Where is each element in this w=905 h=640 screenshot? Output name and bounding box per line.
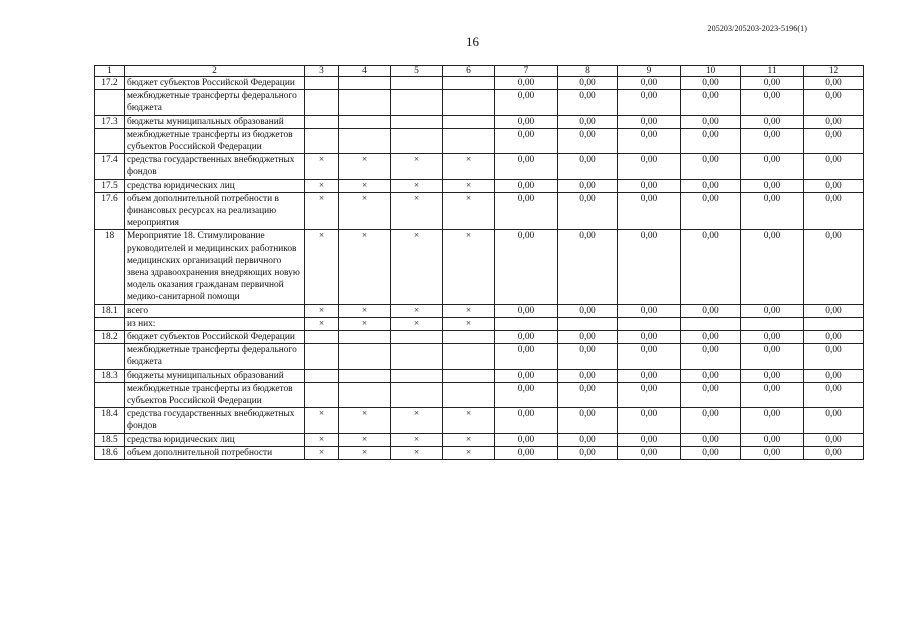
value-cell: 0,00 [741,154,804,179]
value-cell: 0,00 [804,331,864,344]
row-name: бюджет субъектов Российской Федерации [125,77,305,90]
marker-cell [391,331,443,344]
value-cell: 0,00 [495,230,558,304]
value-cell: 0,00 [681,408,741,433]
marker-cell [339,369,391,382]
document-id: 205203/205203-2023-5196(1) [707,24,807,33]
marker-cell [339,77,391,90]
value-cell: 0,00 [618,192,681,230]
row-name: межбюджетные трансферты федерального бюджета [125,90,305,115]
marker-cell [305,90,339,115]
marker-cell: × [443,230,495,304]
value-cell: 0,00 [618,77,681,90]
marker-cell: × [339,154,391,179]
table-row [95,331,864,344]
marker-cell: × [443,192,495,230]
table-row [95,115,864,128]
value-cell: 0,00 [741,115,804,128]
marker-cell [339,331,391,344]
value-cell: 0,00 [618,179,681,192]
row-name: межбюджетные трансферты из бюджетов субъектов Российской Федерации [125,128,305,153]
value-cell: 0,00 [558,369,618,382]
marker-cell [339,128,391,153]
value-cell: 0,00 [618,154,681,179]
value-cell [495,317,558,330]
value-cell [741,317,804,330]
row-name: бюджеты муниципальных образований [125,369,305,382]
table-row [95,90,864,115]
marker-cell [391,128,443,153]
value-cell [681,317,741,330]
marker-cell [305,128,339,153]
header-cell: 9 [618,66,681,77]
marker-cell [305,331,339,344]
table-row [95,344,864,369]
value-cell: 0,00 [558,77,618,90]
marker-cell: × [305,433,339,446]
value-cell: 0,00 [741,230,804,304]
header-cell: 11 [741,66,804,77]
table-row [95,230,864,304]
marker-cell: × [391,179,443,192]
row-number: 17.5 [95,179,125,192]
page-number: 16 [466,34,479,49]
row-name: Мероприятие 18. Стимулирование руководителей и медицинских работников медицинских организаций первичного звена здравоохранения внедряющих новую модель оказания гражданам первичной медико-санитарной помощи [125,230,305,304]
value-cell: 0,00 [804,128,864,153]
header-row [95,66,864,77]
marker-cell [443,344,495,369]
value-cell: 0,00 [558,179,618,192]
marker-cell: × [339,192,391,230]
value-cell: 0,00 [558,154,618,179]
value-cell: 0,00 [495,115,558,128]
value-cell: 0,00 [804,408,864,433]
row-number: 18.1 [95,304,125,317]
value-cell: 0,00 [741,369,804,382]
row-number: 18.3 [95,369,125,382]
marker-cell [391,90,443,115]
table-row [95,128,864,153]
value-cell: 0,00 [618,331,681,344]
value-cell: 0,00 [495,369,558,382]
row-number: 17.4 [95,154,125,179]
value-cell: 0,00 [618,344,681,369]
value-cell: 0,00 [558,115,618,128]
marker-cell [391,382,443,407]
value-cell: 0,00 [618,446,681,459]
table-row [95,154,864,179]
marker-cell [443,382,495,407]
value-cell: 0,00 [495,128,558,153]
value-cell: 0,00 [558,344,618,369]
marker-cell: × [339,408,391,433]
value-cell: 0,00 [741,446,804,459]
value-cell: 0,00 [681,304,741,317]
row-number [95,344,125,369]
value-cell: 0,00 [804,433,864,446]
value-cell: 0,00 [681,344,741,369]
row-number [95,382,125,407]
marker-cell: × [339,317,391,330]
value-cell: 0,00 [495,433,558,446]
value-cell: 0,00 [558,304,618,317]
value-cell: 0,00 [618,115,681,128]
value-cell: 0,00 [804,77,864,90]
table-row [95,446,864,459]
value-cell: 0,00 [495,331,558,344]
table-row [95,382,864,407]
value-cell: 0,00 [681,446,741,459]
value-cell: 0,00 [804,446,864,459]
value-cell: 0,00 [804,230,864,304]
value-cell: 0,00 [495,344,558,369]
marker-cell: × [443,433,495,446]
value-cell: 0,00 [495,192,558,230]
marker-cell: × [443,446,495,459]
row-number: 17.2 [95,77,125,90]
value-cell: 0,00 [495,304,558,317]
value-cell: 0,00 [558,408,618,433]
value-cell: 0,00 [495,408,558,433]
value-cell: 0,00 [741,77,804,90]
value-cell: 0,00 [558,192,618,230]
header-cell: 8 [558,66,618,77]
marker-cell: × [391,154,443,179]
value-cell: 0,00 [681,433,741,446]
row-name: объем дополнительной потребности [125,446,305,459]
marker-cell: × [391,317,443,330]
header-cell: 5 [391,66,443,77]
table-row [95,77,864,90]
header-cell: 3 [305,66,339,77]
marker-cell: × [305,230,339,304]
value-cell: 0,00 [681,369,741,382]
value-cell: 0,00 [804,192,864,230]
marker-cell [339,344,391,369]
header-cell: 4 [339,66,391,77]
value-cell: 0,00 [558,230,618,304]
value-cell: 0,00 [495,154,558,179]
row-name: бюджеты муниципальных образований [125,115,305,128]
value-cell: 0,00 [741,304,804,317]
marker-cell: × [305,408,339,433]
marker-cell [391,77,443,90]
row-name: объем дополнительной потребности в финансовых ресурсах на реализацию мероприятия [125,192,305,230]
value-cell: 0,00 [618,433,681,446]
value-cell [618,317,681,330]
value-cell: 0,00 [558,433,618,446]
value-cell: 0,00 [618,408,681,433]
marker-cell: × [443,154,495,179]
table-row [95,192,864,230]
table-row [95,179,864,192]
marker-cell: × [443,304,495,317]
value-cell: 0,00 [618,128,681,153]
marker-cell [391,344,443,369]
value-cell: 0,00 [741,344,804,369]
value-cell: 0,00 [741,128,804,153]
value-cell: 0,00 [495,179,558,192]
row-name: средства государственных внебюджетных фондов [125,154,305,179]
row-name: средства юридических лиц [125,433,305,446]
value-cell: 0,00 [804,179,864,192]
marker-cell: × [391,408,443,433]
value-cell: 0,00 [681,331,741,344]
value-cell: 0,00 [618,230,681,304]
header-cell: 7 [495,66,558,77]
value-cell: 0,00 [741,382,804,407]
marker-cell: × [391,230,443,304]
marker-cell: × [391,433,443,446]
value-cell: 0,00 [681,90,741,115]
row-name: средства государственных внебюджетных фондов [125,408,305,433]
value-cell: 0,00 [741,408,804,433]
row-name: межбюджетные трансферты федерального бюджета [125,344,305,369]
table-row [95,317,864,330]
marker-cell [339,90,391,115]
header-cell: 12 [804,66,864,77]
budget-table [94,65,864,460]
value-cell: 0,00 [804,304,864,317]
row-name: межбюджетные трансферты из бюджетов субъектов Российской Федерации [125,382,305,407]
marker-cell: × [443,408,495,433]
value-cell: 0,00 [558,128,618,153]
marker-cell [443,77,495,90]
marker-cell: × [305,154,339,179]
value-cell: 0,00 [618,369,681,382]
marker-cell [305,369,339,382]
value-cell: 0,00 [558,90,618,115]
row-number: 18.4 [95,408,125,433]
value-cell: 0,00 [618,304,681,317]
row-name: из них: [125,317,305,330]
value-cell: 0,00 [681,192,741,230]
table-row [95,408,864,433]
value-cell: 0,00 [618,90,681,115]
value-cell: 0,00 [804,90,864,115]
marker-cell: × [339,433,391,446]
row-number: 17.3 [95,115,125,128]
marker-cell: × [391,446,443,459]
marker-cell: × [305,192,339,230]
row-name: средства юридических лиц [125,179,305,192]
marker-cell: × [443,179,495,192]
row-number: 18 [95,230,125,304]
header-cell: 10 [681,66,741,77]
value-cell: 0,00 [618,382,681,407]
value-cell: 0,00 [681,230,741,304]
value-cell: 0,00 [741,433,804,446]
value-cell: 0,00 [741,90,804,115]
marker-cell: × [305,317,339,330]
value-cell: 0,00 [804,382,864,407]
value-cell [558,317,618,330]
row-number: 17.6 [95,192,125,230]
marker-cell [443,90,495,115]
value-cell: 0,00 [681,115,741,128]
table-row [95,304,864,317]
value-cell: 0,00 [741,331,804,344]
marker-cell: × [391,192,443,230]
header-cell: 6 [443,66,495,77]
value-cell: 0,00 [558,382,618,407]
marker-cell [305,382,339,407]
header-cell: 1 [95,66,125,77]
value-cell: 0,00 [558,446,618,459]
marker-cell [443,128,495,153]
marker-cell: × [305,446,339,459]
marker-cell [305,344,339,369]
row-name: всего [125,304,305,317]
row-number: 18.6 [95,446,125,459]
marker-cell [305,77,339,90]
value-cell: 0,00 [558,331,618,344]
row-name: бюджет субъектов Российской Федерации [125,331,305,344]
value-cell: 0,00 [681,77,741,90]
marker-cell [443,115,495,128]
row-number [95,90,125,115]
value-cell [804,317,864,330]
marker-cell: × [305,304,339,317]
table-row [95,433,864,446]
row-number [95,128,125,153]
header-cell: 2 [125,66,305,77]
value-cell: 0,00 [681,154,741,179]
value-cell: 0,00 [804,115,864,128]
value-cell: 0,00 [681,382,741,407]
value-cell: 0,00 [681,179,741,192]
marker-cell [339,382,391,407]
marker-cell: × [391,304,443,317]
marker-cell [305,115,339,128]
marker-cell [391,115,443,128]
marker-cell [443,331,495,344]
marker-cell: × [305,179,339,192]
value-cell: 0,00 [495,77,558,90]
marker-cell: × [339,446,391,459]
marker-cell: × [339,230,391,304]
value-cell: 0,00 [495,382,558,407]
marker-cell: × [443,317,495,330]
row-number: 18.2 [95,331,125,344]
value-cell: 0,00 [681,128,741,153]
value-cell: 0,00 [804,344,864,369]
marker-cell [391,369,443,382]
value-cell: 0,00 [804,369,864,382]
value-cell: 0,00 [741,192,804,230]
value-cell: 0,00 [741,179,804,192]
marker-cell: × [339,179,391,192]
value-cell: 0,00 [804,154,864,179]
row-number [95,317,125,330]
marker-cell [443,369,495,382]
marker-cell: × [339,304,391,317]
value-cell: 0,00 [495,90,558,115]
value-cell: 0,00 [495,446,558,459]
row-number: 18.5 [95,433,125,446]
table-row [95,369,864,382]
marker-cell [339,115,391,128]
